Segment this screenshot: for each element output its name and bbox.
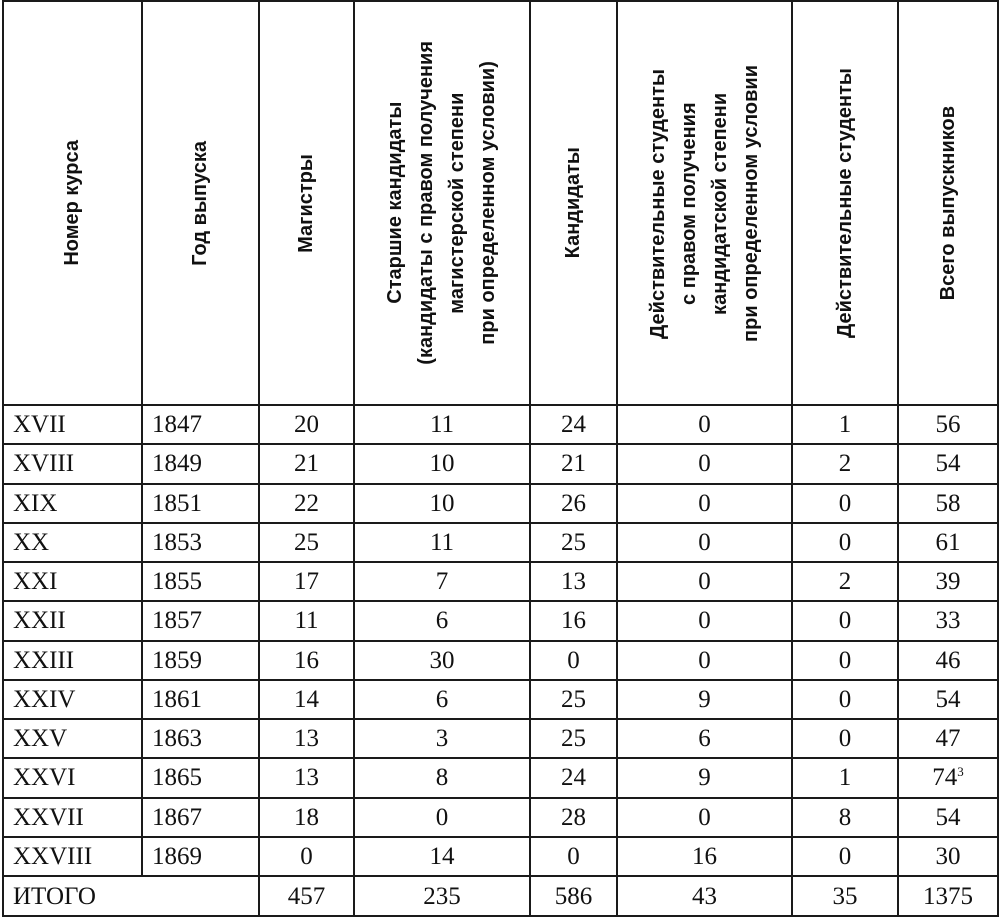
course-number-cell bbox=[3, 523, 142, 562]
cell-value: 6 bbox=[435, 685, 449, 713]
cell-value: 25 bbox=[561, 685, 586, 713]
cell-value: XVIII bbox=[13, 450, 75, 478]
table-row bbox=[3, 719, 998, 758]
cell-value: XXVII bbox=[13, 803, 84, 831]
cell-value: 25 bbox=[294, 528, 319, 556]
table-row bbox=[3, 405, 998, 444]
table-row bbox=[3, 484, 998, 523]
table-cell bbox=[617, 837, 792, 876]
table-cell bbox=[259, 641, 354, 680]
table-cell bbox=[617, 484, 792, 523]
cell-value: 14 bbox=[294, 685, 319, 713]
year-cell bbox=[142, 562, 259, 601]
cell-value: 0 bbox=[838, 685, 852, 713]
year-cell bbox=[142, 719, 259, 758]
cell-value: 54 bbox=[935, 685, 961, 713]
table-cell bbox=[617, 719, 792, 758]
table-cell bbox=[530, 680, 617, 719]
cell-value: 2 bbox=[838, 450, 852, 478]
cell-value: 74 bbox=[932, 764, 958, 792]
course-number-cell bbox=[3, 641, 142, 680]
cell-value: 0 bbox=[838, 489, 852, 517]
cell-value: 11 bbox=[429, 411, 455, 439]
header-line: с правом получения bbox=[677, 101, 700, 305]
cell-value: 11 bbox=[294, 607, 319, 635]
cell-value: 1847 bbox=[152, 411, 202, 439]
cell-value: 33 bbox=[935, 607, 961, 635]
header-full-students bbox=[792, 1, 898, 405]
cell-value: XXII bbox=[13, 607, 66, 635]
table-cell bbox=[259, 562, 354, 601]
cell-value: 14 bbox=[429, 842, 455, 870]
table-cell bbox=[354, 523, 530, 562]
table-row bbox=[3, 798, 998, 837]
table-cell bbox=[792, 680, 898, 719]
header-line: Магистры bbox=[295, 153, 317, 253]
cell-value: XXI bbox=[13, 568, 58, 596]
table-cell bbox=[898, 641, 998, 680]
cell-value: 0 bbox=[838, 646, 852, 674]
cell-value: 47 bbox=[935, 725, 961, 753]
cell-value: 0 bbox=[838, 607, 852, 635]
cell-value: 1849 bbox=[152, 450, 202, 478]
table-cell bbox=[792, 837, 898, 876]
cell-value: 1 bbox=[838, 764, 852, 792]
table-cell bbox=[617, 444, 792, 483]
table-cell bbox=[898, 523, 998, 562]
header-line: Действительные студенты bbox=[646, 68, 669, 338]
year-cell bbox=[142, 680, 259, 719]
table-cell bbox=[530, 641, 617, 680]
graduates-table bbox=[2, 0, 999, 917]
cell-value: 0 bbox=[698, 568, 711, 596]
cell-value: 1865 bbox=[152, 764, 202, 792]
cell-value: 9 bbox=[698, 685, 711, 713]
table-cell bbox=[898, 484, 998, 523]
total-cell: 1375 bbox=[898, 876, 998, 916]
header-line: Год выпуска bbox=[189, 140, 211, 266]
table-row bbox=[3, 758, 998, 797]
table-cell bbox=[617, 798, 792, 837]
table-row bbox=[3, 601, 998, 640]
cell-value: XXIV bbox=[13, 685, 76, 713]
year-cell bbox=[142, 758, 259, 797]
course-number-cell bbox=[3, 444, 142, 483]
header-total-graduates bbox=[898, 1, 998, 405]
cell-value: 0 bbox=[435, 803, 449, 831]
cell-value: 56 bbox=[935, 411, 961, 439]
table-cell bbox=[259, 758, 354, 797]
table-cell bbox=[792, 641, 898, 680]
header-line: Старшие кандидаты bbox=[384, 101, 406, 305]
cell-value: 10 bbox=[429, 450, 455, 478]
total-cell: 35 bbox=[792, 876, 898, 916]
cell-value: 0 bbox=[698, 803, 711, 831]
cell-value: 7 bbox=[435, 568, 449, 596]
header-line: при определенном условии bbox=[739, 64, 762, 342]
cell-value: 13 bbox=[561, 568, 586, 596]
cell-value: 1851 bbox=[152, 489, 202, 517]
cell-value: 0 bbox=[838, 842, 852, 870]
cell-value: 9 bbox=[698, 764, 711, 792]
cell-value: 11 bbox=[429, 528, 455, 556]
table-row bbox=[3, 562, 998, 601]
total-cell: 586 bbox=[530, 876, 617, 916]
header-line: Всего выпускников bbox=[936, 105, 959, 301]
table-cell bbox=[617, 523, 792, 562]
header-senior-candidates bbox=[354, 1, 530, 405]
cell-value: 0 bbox=[698, 607, 711, 635]
course-number-cell bbox=[3, 719, 142, 758]
table-cell bbox=[259, 484, 354, 523]
cell-value: 10 bbox=[429, 489, 455, 517]
cell-value: 1867 bbox=[152, 803, 202, 831]
year-cell bbox=[142, 798, 259, 837]
table-cell bbox=[354, 798, 530, 837]
year-cell bbox=[142, 601, 259, 640]
cell-value: 0 bbox=[567, 646, 580, 674]
cell-value: XVII bbox=[13, 411, 66, 439]
table-cell bbox=[898, 601, 998, 640]
table-cell bbox=[530, 837, 617, 876]
cell-value: 16 bbox=[692, 842, 717, 870]
table-cell bbox=[259, 444, 354, 483]
total-label: ИТОГО bbox=[3, 876, 259, 916]
cell-value: 1857 bbox=[152, 607, 202, 635]
table-cell bbox=[530, 798, 617, 837]
cell-value: XIX bbox=[13, 489, 58, 517]
table-cell bbox=[259, 523, 354, 562]
cell-value: 30 bbox=[429, 646, 455, 674]
table-cell bbox=[617, 601, 792, 640]
cell-value: 54 bbox=[935, 803, 961, 831]
table-cell bbox=[898, 758, 998, 797]
cell-value: 54 bbox=[935, 450, 961, 478]
cell-value: 1861 bbox=[152, 685, 202, 713]
course-number-cell bbox=[3, 798, 142, 837]
table-cell bbox=[617, 405, 792, 444]
cell-value: 1 bbox=[838, 411, 852, 439]
table-cell bbox=[354, 758, 530, 797]
cell-value: 2 bbox=[838, 568, 852, 596]
cell-value: 58 bbox=[935, 489, 961, 517]
cell-value: 18 bbox=[294, 803, 319, 831]
table-cell bbox=[354, 484, 530, 523]
header-course-number bbox=[3, 1, 142, 405]
table-cell bbox=[792, 484, 898, 523]
cell-value: 1853 bbox=[152, 528, 202, 556]
cell-value: 16 bbox=[561, 607, 586, 635]
header-candidates bbox=[530, 1, 617, 405]
header-line: Номер курса bbox=[61, 140, 83, 266]
cell-value: 13 bbox=[294, 725, 319, 753]
cell-value: 0 bbox=[300, 842, 313, 870]
footnote-mark: 3 bbox=[957, 764, 964, 780]
table-cell bbox=[792, 758, 898, 797]
table-cell bbox=[354, 601, 530, 640]
table-cell bbox=[259, 719, 354, 758]
table-body bbox=[3, 405, 998, 876]
cell-value: 25 bbox=[561, 528, 586, 556]
cell-value: 28 bbox=[561, 803, 586, 831]
table-cell bbox=[898, 405, 998, 444]
table-cell bbox=[354, 680, 530, 719]
cell-value: 0 bbox=[698, 646, 711, 674]
table-cell bbox=[530, 601, 617, 640]
table-cell bbox=[617, 680, 792, 719]
table-cell bbox=[354, 641, 530, 680]
cell-value: XX bbox=[13, 528, 50, 556]
table-cell bbox=[792, 444, 898, 483]
course-number-cell bbox=[3, 680, 142, 719]
table-cell bbox=[354, 562, 530, 601]
cell-value: 0 bbox=[698, 489, 711, 517]
header-line: Кандидаты bbox=[562, 147, 584, 259]
table-cell bbox=[792, 562, 898, 601]
header-line: (кандидаты с правом получения bbox=[415, 41, 437, 365]
cell-value: 1855 bbox=[152, 568, 202, 596]
cell-value: XXVI bbox=[13, 764, 76, 792]
table-cell bbox=[354, 837, 530, 876]
cell-value: 24 bbox=[561, 764, 586, 792]
course-number-cell bbox=[3, 837, 142, 876]
table-cell bbox=[259, 837, 354, 876]
cell-value: 13 bbox=[294, 764, 319, 792]
table-cell bbox=[530, 719, 617, 758]
table-cell bbox=[354, 405, 530, 444]
cell-value: 26 bbox=[561, 489, 586, 517]
cell-value: 21 bbox=[294, 450, 319, 478]
course-number-cell bbox=[3, 405, 142, 444]
table-row bbox=[3, 641, 998, 680]
table-cell bbox=[354, 719, 530, 758]
cell-value: 0 bbox=[838, 725, 852, 753]
table-row bbox=[3, 523, 998, 562]
total-row bbox=[3, 876, 998, 916]
table-cell bbox=[898, 680, 998, 719]
header-graduation-year bbox=[142, 1, 259, 405]
header-row bbox=[3, 1, 998, 405]
table-cell bbox=[530, 523, 617, 562]
year-cell bbox=[142, 523, 259, 562]
table-cell bbox=[898, 837, 998, 876]
cell-value: 21 bbox=[561, 450, 586, 478]
cell-value: 61 bbox=[935, 528, 961, 556]
cell-value: 1863 bbox=[152, 725, 202, 753]
table-cell bbox=[898, 719, 998, 758]
cell-value: 3 bbox=[435, 725, 449, 753]
table-cell bbox=[792, 798, 898, 837]
total-cell: 43 bbox=[617, 876, 792, 916]
table-cell bbox=[898, 798, 998, 837]
cell-value: 16 bbox=[294, 646, 319, 674]
cell-value: 24 bbox=[561, 411, 586, 439]
header-line: Действительные студенты bbox=[833, 68, 856, 338]
table-cell bbox=[530, 758, 617, 797]
year-cell bbox=[142, 837, 259, 876]
table-cell bbox=[792, 523, 898, 562]
table-cell bbox=[530, 562, 617, 601]
table-cell bbox=[530, 484, 617, 523]
cell-value: XXIII bbox=[13, 646, 75, 674]
year-cell bbox=[142, 484, 259, 523]
cell-value: 39 bbox=[935, 568, 961, 596]
header-line: кандидатской степени bbox=[708, 91, 731, 315]
table-row bbox=[3, 444, 998, 483]
table-cell bbox=[354, 444, 530, 483]
table-cell bbox=[792, 405, 898, 444]
cell-value: 8 bbox=[838, 803, 852, 831]
cell-value: 20 bbox=[294, 411, 319, 439]
cell-value: 1859 bbox=[152, 646, 202, 674]
cell-value: 22 bbox=[294, 489, 319, 517]
table-cell bbox=[792, 719, 898, 758]
cell-value: 30 bbox=[935, 842, 961, 870]
table-cell bbox=[617, 562, 792, 601]
cell-value: XXVIII bbox=[13, 842, 93, 870]
cell-value: 25 bbox=[561, 725, 586, 753]
cell-value: 0 bbox=[838, 528, 852, 556]
total-cell: 235 bbox=[354, 876, 530, 916]
header-line: при определенном условии) bbox=[477, 61, 499, 345]
table-cell bbox=[259, 680, 354, 719]
year-cell bbox=[142, 641, 259, 680]
year-cell bbox=[142, 405, 259, 444]
header-line: магистерской степени bbox=[446, 92, 468, 314]
cell-value: 0 bbox=[698, 411, 711, 439]
table-row bbox=[3, 680, 998, 719]
table-row bbox=[3, 837, 998, 876]
cell-value: 1869 bbox=[152, 842, 202, 870]
table-cell bbox=[898, 562, 998, 601]
table-cell bbox=[617, 641, 792, 680]
table-cell bbox=[792, 601, 898, 640]
table-cell bbox=[530, 405, 617, 444]
table-cell bbox=[530, 444, 617, 483]
table-cell bbox=[259, 405, 354, 444]
total-cell: 457 bbox=[259, 876, 354, 916]
header-masters bbox=[259, 1, 354, 405]
course-number-cell bbox=[3, 758, 142, 797]
table-cell bbox=[898, 444, 998, 483]
course-number-cell bbox=[3, 601, 142, 640]
cell-value: 6 bbox=[435, 607, 449, 635]
cell-value: 46 bbox=[935, 646, 961, 674]
course-number-cell bbox=[3, 484, 142, 523]
table-cell bbox=[259, 798, 354, 837]
course-number-cell bbox=[3, 562, 142, 601]
table-cell bbox=[259, 601, 354, 640]
cell-value: 0 bbox=[698, 450, 711, 478]
cell-value: 17 bbox=[294, 568, 319, 596]
cell-value: 0 bbox=[698, 528, 711, 556]
year-cell bbox=[142, 444, 259, 483]
header-students-with-right bbox=[617, 1, 792, 405]
cell-value: XXV bbox=[13, 725, 68, 753]
cell-value: 8 bbox=[435, 764, 449, 792]
cell-value: 0 bbox=[567, 842, 580, 870]
table-cell bbox=[617, 758, 792, 797]
cell-value: 6 bbox=[698, 725, 711, 753]
